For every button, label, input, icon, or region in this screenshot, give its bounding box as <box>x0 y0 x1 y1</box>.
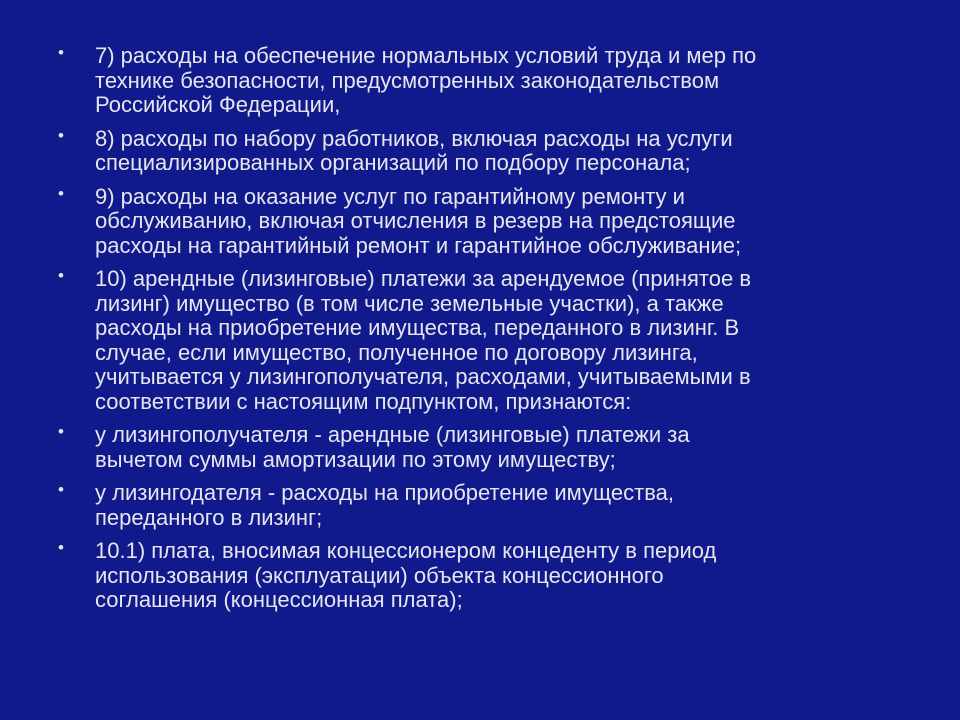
bullet-item-9 <box>58 185 918 259</box>
bullet-item-lessor <box>58 481 918 530</box>
bullet-text: 8) расходы по набору работников, включая расходы на услуги специализированных организаций по подбору персонала; <box>95 125 733 175</box>
bullet-item-lessee <box>58 423 918 472</box>
bullet-dot-icon: • <box>58 183 64 203</box>
bullet-item-7 <box>58 44 918 118</box>
bullet-dot-icon: • <box>58 43 64 62</box>
bullet-text: у лизингодателя - расходы на приобретение имущества, переданного в лизинг; <box>95 480 674 530</box>
bullet-item-8 <box>58 127 918 176</box>
bullet-text: 9) расходы на оказание услуг по гарантийному ремонту и обслуживанию, включая отчисления в резерв на предстоящие расходы на гарантийный ремонт и гарантийное обслуживание; <box>95 183 742 258</box>
bullet-item-10-1 <box>58 539 918 613</box>
bullet-dot-icon: • <box>58 125 64 145</box>
bullet-text: 10) арендные (лизинговые) платежи за арендуемое (принятое в лизинг) имущество (в том числе земельные участки), а также расходы на приобретение имущества, переданного в лизинг. В случае, если имущество, полученное по договору лизинга, учитывается у лизингополучателя, расходами, учитываемыми в соответствии с настоящим подпунктом, признаются: <box>95 266 752 414</box>
bullet-text: у лизингополучателя - арендные (лизинговые) платежи за вычетом суммы амортизации по этому имуществу; <box>95 422 690 472</box>
bullet-text: 10.1) плата, вносимая концессионером концеденту в период использования (эксплуатации) объекта концессионного соглашения (концессионная плата); <box>95 538 717 612</box>
bullet-list <box>58 44 918 622</box>
bullet-dot-icon: • <box>58 266 64 285</box>
bullet-dot-icon: • <box>58 538 64 557</box>
bullet-dot-icon: • <box>58 480 64 499</box>
bullet-item-10 <box>58 267 918 414</box>
bullet-dot-icon: • <box>58 422 64 441</box>
bullet-text: 7) расходы на обеспечение нормальных условий труда и мер по технике безопасности, предусмотренных законодательством Российской Федерации, <box>95 43 757 117</box>
